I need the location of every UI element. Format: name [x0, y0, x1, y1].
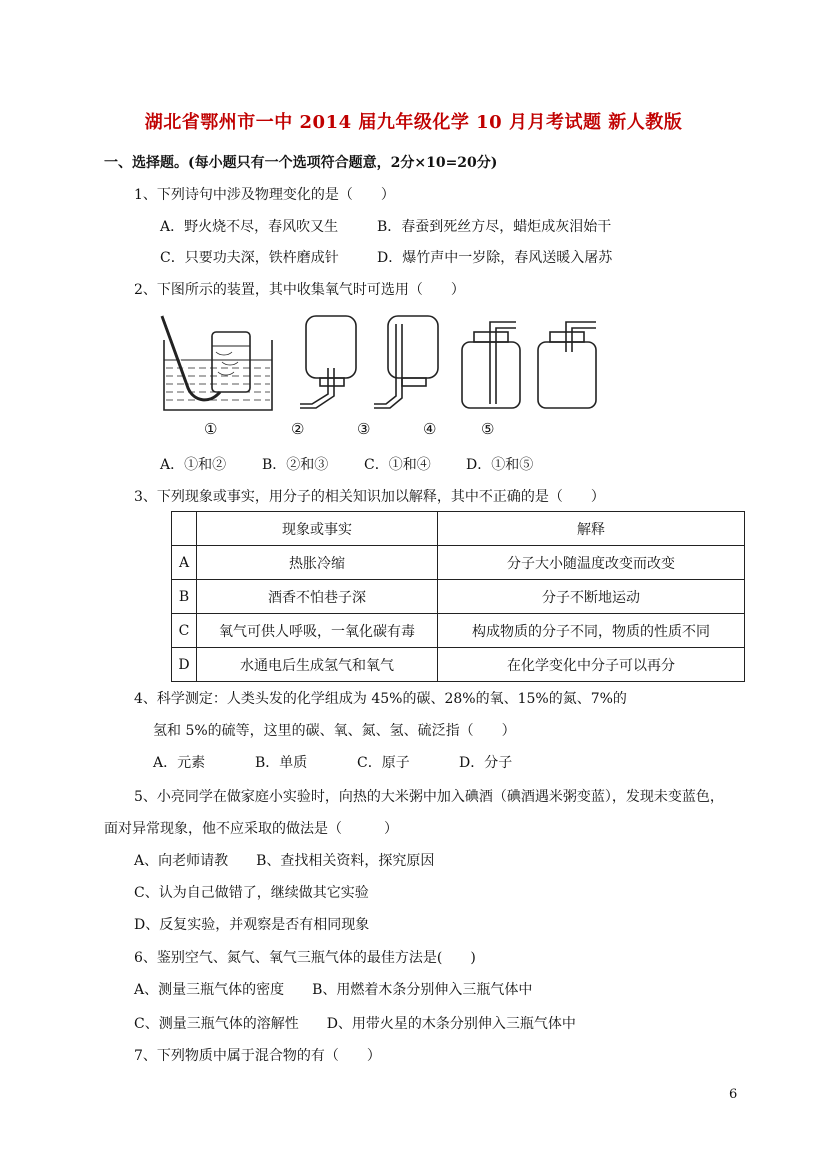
row-fact: 酒香不怕巷子深: [197, 580, 438, 614]
figure-label-5: ⑤: [481, 420, 495, 438]
question-3-stem: 3、下列现象或事实，用分子的相关知识加以解释，其中不正确的是（ ）: [134, 489, 605, 505]
q5-option-ab: A、向老师请教 B、查找相关资料，探究原因: [134, 853, 435, 869]
row-explain: 分子不断地运动: [438, 580, 745, 614]
q6-option-cd: C、测量三瓶气体的溶解性 D、用带火星的木条分别伸入三瓶气体中: [134, 1016, 576, 1032]
row-fact: 热胀冷缩: [197, 546, 438, 580]
table-row: [172, 546, 745, 580]
question-1-stem: 1、下列诗句中涉及物理变化的是（ ）: [134, 187, 395, 203]
q2-option-a: A．①和②: [160, 457, 227, 473]
q5-option-d: D、反复实验，并观察是否有相同现象: [134, 917, 370, 933]
table-header-row: [172, 512, 745, 546]
row-explain: 分子大小随温度改变而改变: [438, 546, 745, 580]
row-fact: 氧气可供人呼吸，一氧化碳有毒: [197, 614, 438, 648]
question-7-stem: 7、下列物质中属于混合物的有（ ）: [134, 1048, 381, 1064]
apparatus-2-bottle: [300, 316, 356, 408]
gas-collection-apparatus-figure: [160, 312, 600, 417]
figure-label-2: ②: [291, 420, 305, 438]
q4-option-b: B．单质: [255, 755, 308, 771]
molecule-explanation-table: [171, 511, 745, 682]
row-letter: B: [172, 580, 197, 614]
q1-option-a: A．野火烧不尽，春风吹又生: [160, 219, 339, 235]
row-letter: C: [172, 614, 197, 648]
question-4-stem-line-2: 氢和 5%的硫等，这里的碳、氧、氮、氢、硫泛指（ ）: [153, 723, 516, 739]
page-number: 6: [729, 1087, 738, 1102]
q2-option-d: D．①和⑤: [466, 457, 534, 473]
table-row: [172, 614, 745, 648]
q4-option-d: D．分子: [459, 755, 513, 771]
table-row: [172, 648, 745, 682]
table-header-fact: 现象或事实: [197, 512, 438, 546]
row-fact: 水通电后生成氢气和氧气: [197, 648, 438, 682]
q1-option-d: D．爆竹声中一岁除，春风送暖入屠苏: [377, 250, 613, 266]
apparatus-4-bottle: [462, 322, 520, 408]
q4-option-a: A．元素: [153, 755, 206, 771]
q2-option-b: B．②和③: [262, 457, 329, 473]
figure-label-1: ①: [204, 420, 218, 438]
apparatus-1-water-trough: [162, 316, 272, 410]
question-5-stem-line-1: 5、小亮同学在做家庭小实验时，向热的大米粥中加入碘酒（碘酒遇米粥变蓝），发现未变蓝色，: [134, 789, 724, 805]
table-row: [172, 580, 745, 614]
page-title: 湖北省鄂州市一中 2014 届九年级化学 10 月月考试题 新人教版: [144, 112, 683, 133]
row-letter: A: [172, 546, 197, 580]
figure-label-4: ④: [423, 420, 437, 438]
q1-option-c: C．只要功夫深，铁杵磨成针: [160, 250, 339, 266]
row-explain: 在化学变化中分子可以再分: [438, 648, 745, 682]
q6-option-ab: A、测量三瓶气体的密度 B、用燃着木条分别伸入三瓶气体中: [134, 982, 533, 998]
row-letter: D: [172, 648, 197, 682]
q5-option-c: C、认为自己做错了，继续做其它实验: [134, 885, 369, 901]
q2-option-c: C．①和④: [364, 457, 431, 473]
question-6-stem: 6、鉴别空气、氮气、氧气三瓶气体的最佳方法是( ): [134, 950, 476, 966]
question-2-stem: 2、下图所示的装置，其中收集氧气时可选用（ ）: [134, 282, 465, 298]
section-heading: 一、选择题。(每小题只有一个选项符合题意，2分×10=20分): [104, 155, 498, 171]
apparatus-3-bottle: [374, 316, 438, 408]
row-explain: 构成物质的分子不同，物质的性质不同: [438, 614, 745, 648]
apparatus-5-bottle: [538, 322, 596, 408]
q4-option-c: C．原子: [357, 755, 410, 771]
question-5-stem-line-2: 面对异常现象，他不应采取的做法是（ ）: [104, 821, 398, 837]
q1-option-b: B．春蚕到死丝方尽，蜡炬成灰泪始干: [377, 219, 612, 235]
figure-label-3: ③: [357, 420, 371, 438]
question-4-stem-line-1: 4、科学测定：人类头发的化学组成为 45%的碳、28%的氧、15%的氮、7%的: [134, 691, 627, 707]
table-header-explain: 解释: [438, 512, 745, 546]
